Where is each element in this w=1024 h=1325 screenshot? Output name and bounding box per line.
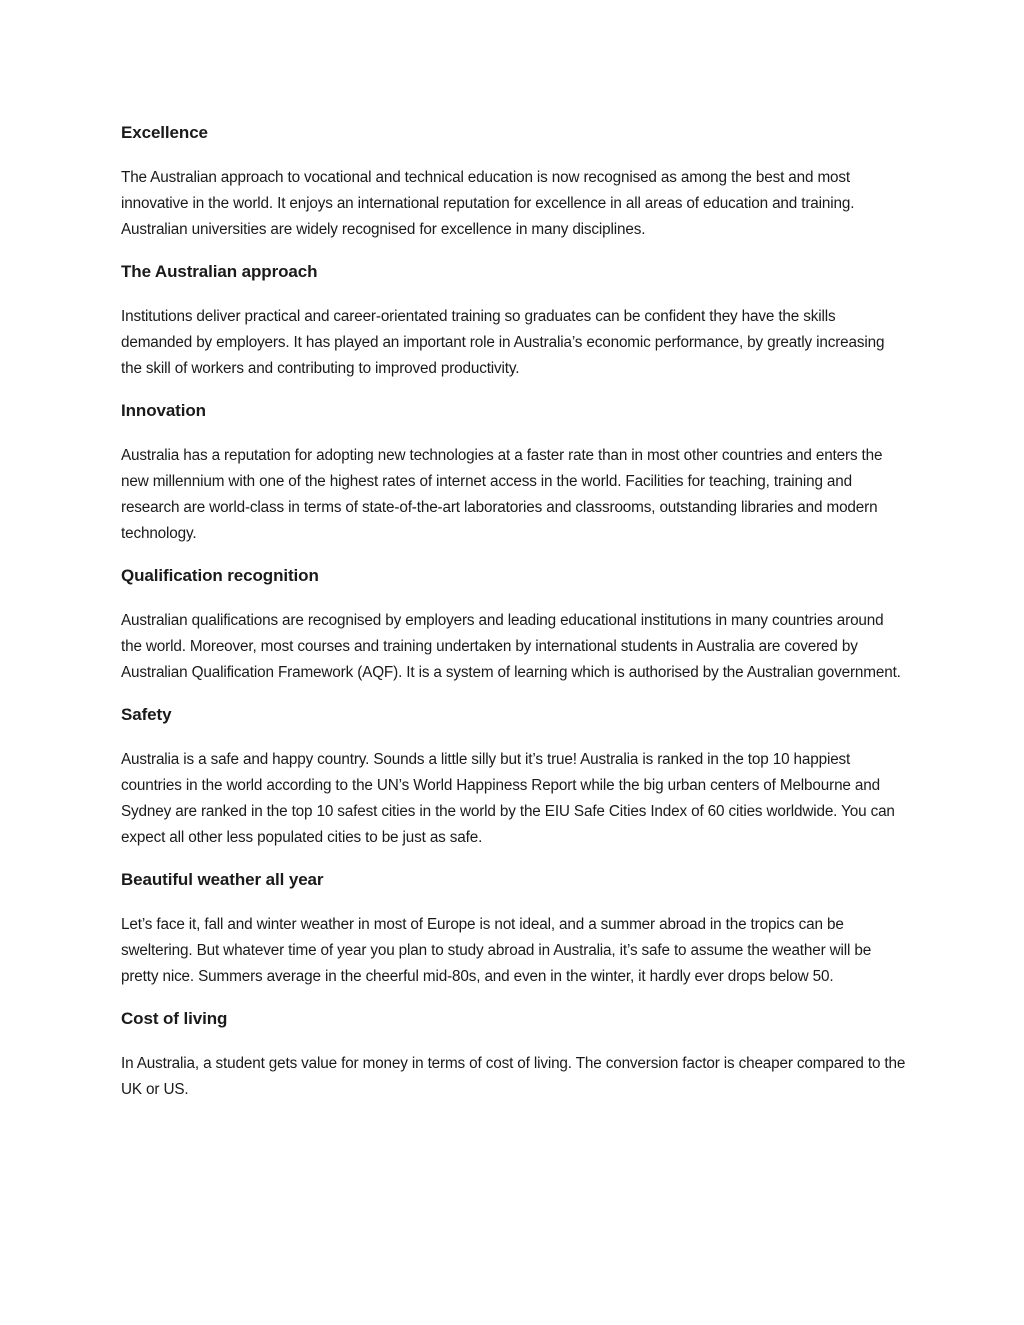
section-heading: Qualification recognition <box>121 566 319 585</box>
section-paragraph: Australia has a reputation for adopting new technologies at a faster rate than in most other countries and enters the new millennium with one of the highest rates of internet access in the world. Facilities for teaching, training and research are world-class in terms of state-of-the-art laboratories and classrooms, outstanding libraries and modern technology. <box>121 447 883 542</box>
section-heading: Cost of living <box>121 1009 228 1028</box>
section-paragraph: Let’s face it, fall and winter weather in most of Europe is not ideal, and a summer abroad in the tropics can be sweltering. But whatever time of year you plan to study abroad in Australia, it’s safe to assume the weather will be pretty nice. Summers average in the cheerful mid-80s, and even in the winter, it hardly ever drops below 50. <box>121 916 872 985</box>
section-paragraph: Australian qualifications are recognised by employers and leading educational institutions in many countries around the world. Moreover, most courses and training undertaken by international students in Australia are covered by Australian Qualification Framework (AQF). It is a system of learning which is authorised by the Australian government. <box>121 612 901 681</box>
document-page <box>121 122 906 1121</box>
section-paragraph: Australia is a safe and happy country. Sounds a little silly but it’s true! Australia is ranked in the top 10 happiest countries in the world according to the UN’s World Happiness Report while the big urban centers of Melbourne and Sydney are ranked in the top 10 safest cities in the world by the EIU Safe Cities Index of 60 cities worldwide. You can expect all other less populated cities to be just as safe. <box>121 751 895 846</box>
section-paragraph: The Australian approach to vocational and technical education is now recognised as among the best and most innovative in the world. It enjoys an international reputation for excellence in all areas of education and training. Australian universities are widely recognised for excellence in many disciplines. <box>121 169 855 238</box>
section-paragraph: In Australia, a student gets value for money in terms of cost of living. The conversion factor is cheaper compared to the UK or US. <box>121 1055 906 1098</box>
section-qualification-recognition <box>121 565 906 686</box>
section-excellence <box>121 122 906 243</box>
section-cost-of-living <box>121 1008 906 1103</box>
section-paragraph: Institutions deliver practical and career-orientated training so graduates can be confident they have the skills demanded by employers. It has played an important role in Australia’s economic performance, by greatly increasing the skill of workers and contributing to improved productivity. <box>121 308 885 377</box>
section-heading: Innovation <box>121 401 206 420</box>
section-heading: Safety <box>121 705 172 724</box>
section-beautiful-weather <box>121 869 906 990</box>
section-australian-approach <box>121 261 906 382</box>
section-heading: The Australian approach <box>121 262 318 281</box>
section-innovation <box>121 400 906 547</box>
section-heading: Beautiful weather all year <box>121 870 324 889</box>
section-heading: Excellence <box>121 123 208 142</box>
section-safety <box>121 704 906 851</box>
